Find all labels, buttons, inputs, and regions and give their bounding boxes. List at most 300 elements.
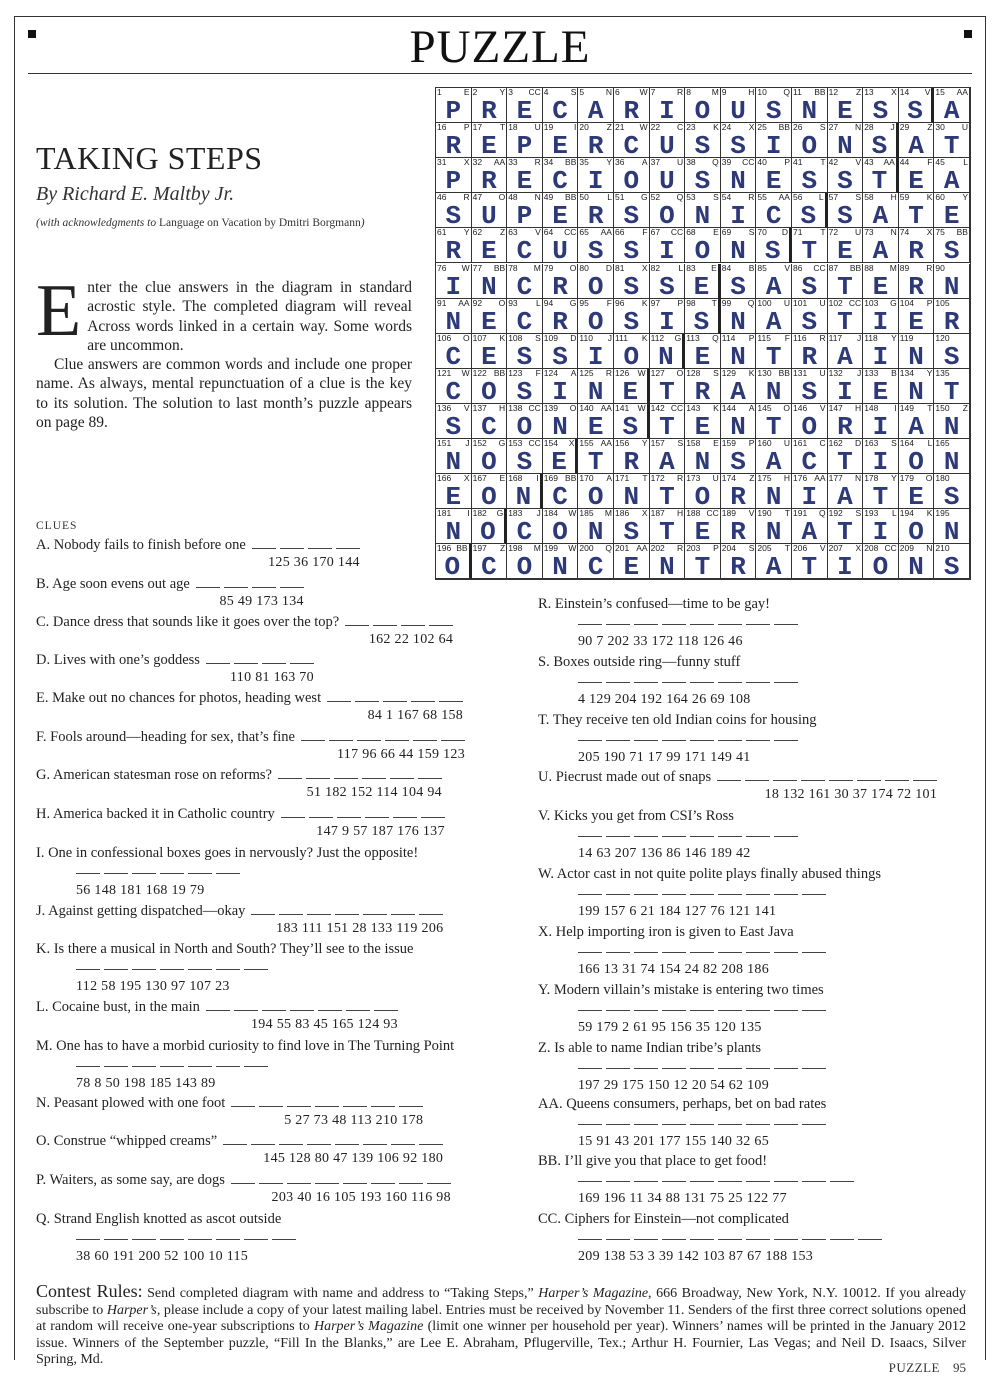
grid-cell[interactable] <box>578 543 614 583</box>
grid-cell[interactable] <box>934 367 970 407</box>
grid-cell[interactable] <box>507 297 543 337</box>
grid-cell[interactable] <box>543 543 579 583</box>
grid-cell[interactable] <box>721 227 757 267</box>
grid-cell[interactable] <box>685 297 721 337</box>
grid-cell[interactable] <box>685 122 721 162</box>
grid-cell[interactable] <box>899 297 935 337</box>
answer-blank[interactable] <box>578 682 602 683</box>
answer-blank[interactable] <box>690 1181 714 1182</box>
grid-cell[interactable] <box>543 508 579 548</box>
answer-blank[interactable] <box>718 894 742 895</box>
grid-cell[interactable] <box>436 508 472 548</box>
answer-blank[interactable] <box>634 740 658 741</box>
answer-blank[interactable] <box>802 1181 826 1182</box>
answer-blank[interactable] <box>662 1010 686 1011</box>
answer-blanks[interactable] <box>219 1133 443 1150</box>
answer-blank[interactable] <box>281 817 305 818</box>
grid-cell[interactable] <box>614 438 650 478</box>
grid-cell[interactable] <box>934 473 970 513</box>
grid-cell[interactable] <box>578 438 614 478</box>
answer-blank[interactable] <box>690 836 714 837</box>
grid-cell[interactable] <box>792 262 828 302</box>
answer-blank[interactable] <box>307 914 331 915</box>
grid-cell[interactable] <box>472 157 508 197</box>
grid-cell[interactable] <box>472 402 508 442</box>
answer-blank[interactable] <box>578 1124 602 1125</box>
answer-blank[interactable] <box>885 780 909 781</box>
grid-cell[interactable] <box>507 438 543 478</box>
grid-cell[interactable] <box>614 192 650 232</box>
grid-cell[interactable] <box>507 508 543 548</box>
answer-blank[interactable] <box>279 1144 303 1145</box>
answer-blank[interactable] <box>231 1106 255 1107</box>
grid-cell[interactable] <box>756 367 792 407</box>
grid-cell[interactable] <box>792 402 828 442</box>
grid-cell[interactable] <box>685 402 721 442</box>
answer-blank[interactable] <box>391 914 415 915</box>
answer-blank[interactable] <box>746 1239 770 1240</box>
grid-cell[interactable] <box>578 508 614 548</box>
grid-cell[interactable] <box>863 297 899 337</box>
grid-cell[interactable] <box>721 508 757 548</box>
grid-cell[interactable] <box>650 87 686 127</box>
answer-blank[interactable] <box>606 1010 630 1011</box>
grid-cell[interactable] <box>792 87 828 127</box>
answer-blank[interactable] <box>418 778 442 779</box>
grid-cell[interactable] <box>436 473 472 513</box>
grid-cell[interactable] <box>578 297 614 337</box>
answer-blank[interactable] <box>188 1066 212 1067</box>
answer-blanks[interactable] <box>574 729 798 746</box>
answer-blank[interactable] <box>278 778 302 779</box>
answer-blanks[interactable] <box>341 614 453 631</box>
grid-cell[interactable] <box>828 262 864 302</box>
grid-cell[interactable] <box>543 122 579 162</box>
grid-cell[interactable] <box>792 157 828 197</box>
grid-cell[interactable] <box>756 438 792 478</box>
grid-cell[interactable] <box>828 473 864 513</box>
answer-blank[interactable] <box>441 740 465 741</box>
grid-cell[interactable] <box>792 543 828 583</box>
answer-blanks[interactable] <box>227 1172 451 1189</box>
grid-cell[interactable] <box>899 122 935 162</box>
grid-cell[interactable] <box>828 508 864 548</box>
answer-blank[interactable] <box>373 625 397 626</box>
grid-cell[interactable] <box>578 227 614 267</box>
grid-cell[interactable] <box>863 402 899 442</box>
answer-blank[interactable] <box>287 1183 311 1184</box>
answer-blank[interactable] <box>774 1010 798 1011</box>
grid-cell[interactable] <box>543 402 579 442</box>
answer-blank[interactable] <box>234 1010 258 1011</box>
grid-cell[interactable] <box>934 297 970 337</box>
answer-blank[interactable] <box>132 1239 156 1240</box>
answer-blank[interactable] <box>76 873 100 874</box>
answer-blank[interactable] <box>345 625 369 626</box>
grid-cell[interactable] <box>792 122 828 162</box>
answer-blank[interactable] <box>606 1068 630 1069</box>
grid-cell[interactable] <box>650 332 686 372</box>
grid-cell[interactable] <box>792 473 828 513</box>
answer-blank[interactable] <box>224 587 248 588</box>
answer-blank[interactable] <box>307 1144 331 1145</box>
grid-cell[interactable] <box>721 297 757 337</box>
answer-blank[interactable] <box>252 548 276 549</box>
answer-blank[interactable] <box>634 894 658 895</box>
answer-blank[interactable] <box>774 894 798 895</box>
grid-cell[interactable] <box>614 543 650 583</box>
answer-blank[interactable] <box>634 836 658 837</box>
grid-cell[interactable] <box>721 192 757 232</box>
grid-cell[interactable] <box>899 438 935 478</box>
grid-cell[interactable] <box>685 332 721 372</box>
grid-cell[interactable] <box>543 473 579 513</box>
answer-blank[interactable] <box>421 817 445 818</box>
answer-blank[interactable] <box>746 1181 770 1182</box>
answer-blank[interactable] <box>745 780 769 781</box>
answer-blank[interactable] <box>606 740 630 741</box>
grid-cell[interactable] <box>436 543 472 583</box>
answer-blank[interactable] <box>578 894 602 895</box>
grid-cell[interactable] <box>614 367 650 407</box>
answer-blank[interactable] <box>802 1124 826 1125</box>
answer-blank[interactable] <box>216 1239 240 1240</box>
grid-cell[interactable] <box>507 192 543 232</box>
answer-blank[interactable] <box>746 894 770 895</box>
grid-cell[interactable] <box>899 332 935 372</box>
grid-cell[interactable] <box>934 262 970 302</box>
answer-blank[interactable] <box>280 587 304 588</box>
grid-cell[interactable] <box>436 192 472 232</box>
grid-cell[interactable] <box>828 332 864 372</box>
grid-cell[interactable] <box>899 87 935 127</box>
grid-cell[interactable] <box>614 262 650 302</box>
grid-cell[interactable] <box>436 402 472 442</box>
grid-cell[interactable] <box>472 543 508 583</box>
grid-cell[interactable] <box>828 438 864 478</box>
answer-blank[interactable] <box>746 682 770 683</box>
answer-blank[interactable] <box>718 1124 742 1125</box>
grid-cell[interactable] <box>472 508 508 548</box>
grid-cell[interactable] <box>543 332 579 372</box>
answer-blank[interactable] <box>662 682 686 683</box>
grid-cell[interactable] <box>614 157 650 197</box>
answer-blank[interactable] <box>160 1066 184 1067</box>
answer-blank[interactable] <box>363 914 387 915</box>
grid-cell[interactable] <box>899 227 935 267</box>
answer-blank[interactable] <box>306 778 330 779</box>
grid-cell[interactable] <box>934 508 970 548</box>
grid-cell[interactable] <box>899 543 935 583</box>
grid-cell[interactable] <box>721 87 757 127</box>
grid-cell[interactable] <box>685 262 721 302</box>
grid-cell[interactable] <box>863 192 899 232</box>
answer-blank[interactable] <box>718 1239 742 1240</box>
grid-cell[interactable] <box>614 402 650 442</box>
answer-blank[interactable] <box>802 894 826 895</box>
grid-cell[interactable] <box>650 192 686 232</box>
grid-cell[interactable] <box>578 157 614 197</box>
grid-cell[interactable] <box>721 543 757 583</box>
answer-blank[interactable] <box>272 1239 296 1240</box>
grid-cell[interactable] <box>507 227 543 267</box>
answer-blank[interactable] <box>76 969 100 970</box>
grid-cell[interactable] <box>578 262 614 302</box>
answer-blank[interactable] <box>216 873 240 874</box>
answer-blank[interactable] <box>662 740 686 741</box>
answer-blank[interactable] <box>231 1183 255 1184</box>
grid-cell[interactable] <box>436 297 472 337</box>
answer-blank[interactable] <box>362 778 386 779</box>
grid-cell[interactable] <box>721 438 757 478</box>
answer-blank[interactable] <box>718 1181 742 1182</box>
answer-blank[interactable] <box>290 1010 314 1011</box>
grid-cell[interactable] <box>578 402 614 442</box>
answer-blank[interactable] <box>399 1183 423 1184</box>
answer-blank[interactable] <box>251 1144 275 1145</box>
answer-blank[interactable] <box>216 969 240 970</box>
answer-blank[interactable] <box>746 1068 770 1069</box>
grid-cell[interactable] <box>578 122 614 162</box>
grid-cell[interactable] <box>614 508 650 548</box>
answer-blank[interactable] <box>578 1239 602 1240</box>
answer-blanks[interactable] <box>574 825 798 842</box>
grid-cell[interactable] <box>507 473 543 513</box>
answer-blank[interactable] <box>690 682 714 683</box>
answer-blanks[interactable] <box>274 767 442 784</box>
answer-blank[interactable] <box>315 1106 339 1107</box>
grid-cell[interactable] <box>472 332 508 372</box>
answer-blank[interactable] <box>774 952 798 953</box>
grid-cell[interactable] <box>792 297 828 337</box>
answer-blank[interactable] <box>662 894 686 895</box>
answer-blanks[interactable] <box>574 1113 826 1130</box>
grid-cell[interactable] <box>863 87 899 127</box>
answer-blank[interactable] <box>746 1124 770 1125</box>
answer-blank[interactable] <box>290 663 314 664</box>
answer-blank[interactable] <box>606 682 630 683</box>
answer-blank[interactable] <box>606 836 630 837</box>
grid-cell[interactable] <box>650 473 686 513</box>
answer-blank[interactable] <box>606 894 630 895</box>
grid-cell[interactable] <box>756 192 792 232</box>
grid-cell[interactable] <box>863 508 899 548</box>
answer-blank[interactable] <box>104 873 128 874</box>
answer-blank[interactable] <box>160 1239 184 1240</box>
answer-blank[interactable] <box>829 780 853 781</box>
answer-blank[interactable] <box>606 1124 630 1125</box>
answer-blank[interactable] <box>76 1239 100 1240</box>
grid-cell[interactable] <box>828 367 864 407</box>
answer-blanks[interactable] <box>202 652 314 669</box>
answer-blanks[interactable] <box>574 1228 882 1245</box>
grid-cell[interactable] <box>756 297 792 337</box>
answer-blank[interactable] <box>634 1124 658 1125</box>
answer-blanks[interactable] <box>574 999 826 1016</box>
answer-blank[interactable] <box>259 1183 283 1184</box>
answer-blank[interactable] <box>383 701 407 702</box>
grid-cell[interactable] <box>899 508 935 548</box>
grid-cell[interactable] <box>863 543 899 583</box>
answer-blank[interactable] <box>690 624 714 625</box>
grid-cell[interactable] <box>578 367 614 407</box>
grid-cell[interactable] <box>685 543 721 583</box>
grid-cell[interactable] <box>614 122 650 162</box>
grid-cell[interactable] <box>756 157 792 197</box>
grid-cell[interactable] <box>899 262 935 302</box>
answer-blanks[interactable] <box>72 1055 268 1072</box>
grid-cell[interactable] <box>507 402 543 442</box>
answer-blank[interactable] <box>363 1144 387 1145</box>
answer-blank[interactable] <box>336 548 360 549</box>
answer-blank[interactable] <box>578 836 602 837</box>
answer-blank[interactable] <box>830 1181 854 1182</box>
grid-cell[interactable] <box>543 192 579 232</box>
grid-cell[interactable] <box>507 87 543 127</box>
grid-cell[interactable] <box>828 543 864 583</box>
answer-blank[interactable] <box>774 1181 798 1182</box>
grid-cell[interactable] <box>472 87 508 127</box>
answer-blank[interactable] <box>327 701 351 702</box>
grid-cell[interactable] <box>507 543 543 583</box>
answer-blanks[interactable] <box>247 903 443 920</box>
answer-blank[interactable] <box>419 914 443 915</box>
answer-blank[interactable] <box>188 1239 212 1240</box>
answer-blank[interactable] <box>413 740 437 741</box>
answer-blank[interactable] <box>104 1066 128 1067</box>
grid-cell[interactable] <box>685 367 721 407</box>
answer-blank[interactable] <box>343 1183 367 1184</box>
answer-blank[interactable] <box>634 624 658 625</box>
grid-cell[interactable] <box>472 297 508 337</box>
grid-cell[interactable] <box>756 402 792 442</box>
grid-cell[interactable] <box>863 262 899 302</box>
grid-cell[interactable] <box>472 438 508 478</box>
answer-blank[interactable] <box>774 836 798 837</box>
grid-cell[interactable] <box>436 157 472 197</box>
grid-cell[interactable] <box>899 157 935 197</box>
grid-cell[interactable] <box>685 508 721 548</box>
grid-cell[interactable] <box>436 122 472 162</box>
answer-blank[interactable] <box>251 914 275 915</box>
answer-blank[interactable] <box>718 740 742 741</box>
answer-blank[interactable] <box>160 873 184 874</box>
answer-blank[interactable] <box>690 1068 714 1069</box>
grid-cell[interactable] <box>828 402 864 442</box>
answer-blank[interactable] <box>244 969 268 970</box>
grid-cell[interactable] <box>792 227 828 267</box>
grid-cell[interactable] <box>934 227 970 267</box>
answer-blank[interactable] <box>259 1106 283 1107</box>
grid-cell[interactable] <box>863 438 899 478</box>
answer-blank[interactable] <box>634 1181 658 1182</box>
answer-blank[interactable] <box>717 780 741 781</box>
grid-cell[interactable] <box>934 332 970 372</box>
answer-blank[interactable] <box>774 1124 798 1125</box>
grid-cell[interactable] <box>721 367 757 407</box>
grid-cell[interactable] <box>543 438 579 478</box>
grid-cell[interactable] <box>934 122 970 162</box>
grid-cell[interactable] <box>863 122 899 162</box>
answer-blanks[interactable] <box>72 862 240 879</box>
answer-blank[interactable] <box>279 914 303 915</box>
grid-cell[interactable] <box>899 192 935 232</box>
answer-blank[interactable] <box>301 740 325 741</box>
answer-blank[interactable] <box>578 1068 602 1069</box>
answer-blank[interactable] <box>188 969 212 970</box>
answer-blank[interactable] <box>830 1239 854 1240</box>
grid-cell[interactable] <box>650 367 686 407</box>
answer-blank[interactable] <box>662 952 686 953</box>
grid-cell[interactable] <box>792 438 828 478</box>
grid-cell[interactable] <box>472 367 508 407</box>
answer-blank[interactable] <box>634 1010 658 1011</box>
answer-blank[interactable] <box>662 1181 686 1182</box>
answer-blank[interactable] <box>802 952 826 953</box>
answer-blank[interactable] <box>802 1068 826 1069</box>
grid-cell[interactable] <box>507 122 543 162</box>
grid-cell[interactable] <box>863 227 899 267</box>
answer-blank[interactable] <box>223 1144 247 1145</box>
grid-cell[interactable] <box>614 297 650 337</box>
grid-cell[interactable] <box>863 367 899 407</box>
answer-blank[interactable] <box>371 1106 395 1107</box>
grid-cell[interactable] <box>472 227 508 267</box>
grid-cell[interactable] <box>863 157 899 197</box>
grid-cell[interactable] <box>436 332 472 372</box>
grid-cell[interactable] <box>472 192 508 232</box>
answer-blank[interactable] <box>690 1239 714 1240</box>
answer-blank[interactable] <box>429 625 453 626</box>
grid-cell[interactable] <box>934 192 970 232</box>
answer-blank[interactable] <box>335 914 359 915</box>
answer-blanks[interactable] <box>72 958 268 975</box>
grid-cell[interactable] <box>934 402 970 442</box>
answer-blank[interactable] <box>634 1068 658 1069</box>
grid-cell[interactable] <box>934 157 970 197</box>
grid-cell[interactable] <box>578 332 614 372</box>
grid-cell[interactable] <box>756 262 792 302</box>
answer-blank[interactable] <box>206 663 230 664</box>
answer-blank[interactable] <box>774 740 798 741</box>
answer-blanks[interactable] <box>713 769 937 786</box>
answer-blank[interactable] <box>690 740 714 741</box>
grid-cell[interactable] <box>650 543 686 583</box>
grid-cell[interactable] <box>721 473 757 513</box>
answer-blank[interactable] <box>857 780 881 781</box>
grid-cell[interactable] <box>685 473 721 513</box>
grid-cell[interactable] <box>685 192 721 232</box>
grid-cell[interactable] <box>614 227 650 267</box>
answer-blank[interactable] <box>662 1124 686 1125</box>
grid-cell[interactable] <box>472 262 508 302</box>
answer-blank[interactable] <box>801 780 825 781</box>
grid-cell[interactable] <box>792 508 828 548</box>
answer-blank[interactable] <box>385 740 409 741</box>
answer-blank[interactable] <box>662 836 686 837</box>
answer-blank[interactable] <box>718 682 742 683</box>
answer-blank[interactable] <box>439 701 463 702</box>
answer-blank[interactable] <box>858 1239 882 1240</box>
grid-cell[interactable] <box>756 332 792 372</box>
answer-blank[interactable] <box>419 1144 443 1145</box>
answer-blank[interactable] <box>913 780 937 781</box>
grid-cell[interactable] <box>543 87 579 127</box>
answer-blank[interactable] <box>802 1239 826 1240</box>
grid-cell[interactable] <box>578 192 614 232</box>
grid-cell[interactable] <box>792 367 828 407</box>
answer-blank[interactable] <box>315 1183 339 1184</box>
